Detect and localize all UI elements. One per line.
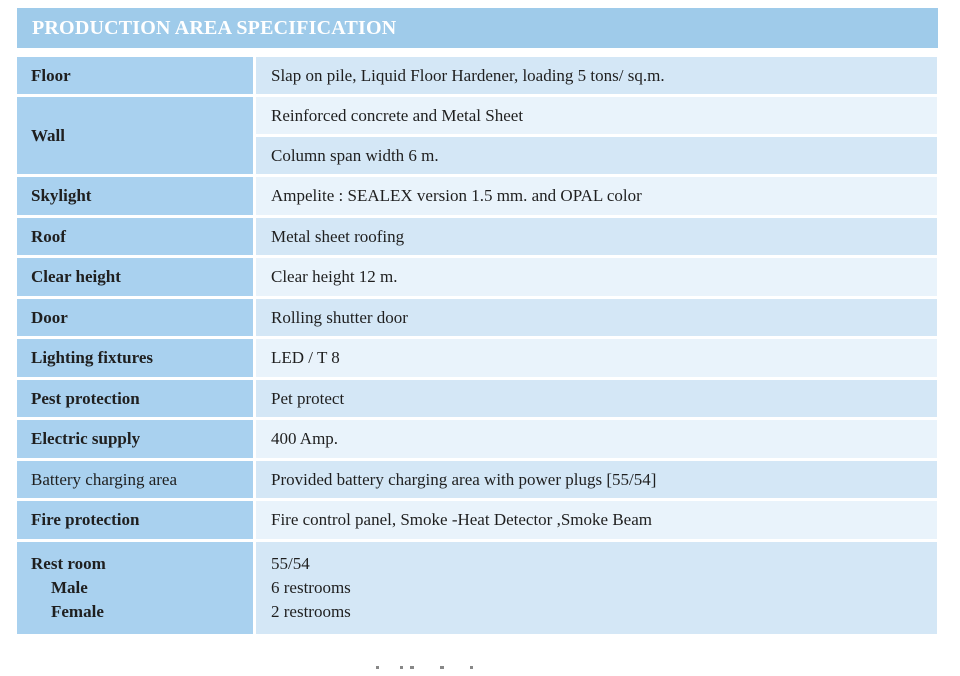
table-row-roof <box>16 217 939 257</box>
table-row-wall <box>16 96 939 136</box>
row-label: Roof <box>16 217 255 257</box>
restroom-female-label: Female <box>51 602 104 621</box>
restroom-male-label: Male <box>51 578 88 597</box>
row-value: Slap on pile, Liquid Floor Hardener, loading 5 tons/ sq.m. <box>255 56 939 96</box>
row-label: Clear height <box>16 257 255 298</box>
row-label: Electric supply <box>16 419 255 460</box>
row-value: Provided battery charging area with power plugs [55/54] <box>255 460 939 500</box>
restroom-value-male: 6 restrooms <box>271 578 351 597</box>
row-label <box>16 541 255 636</box>
table-row-fire <box>16 500 939 541</box>
table-row-clear-height <box>16 257 939 298</box>
row-value: Reinforced concrete and Metal Sheet <box>255 96 939 136</box>
row-label: Pest protection <box>16 379 255 419</box>
row-value: Rolling shutter door <box>255 298 939 338</box>
table-row-restroom <box>16 541 939 636</box>
row-value: 400 Amp. <box>255 419 939 460</box>
page-title: PRODUCTION AREA SPECIFICATION <box>32 16 397 39</box>
row-label: Door <box>16 298 255 338</box>
row-value: Fire control panel, Smoke -Heat Detector ,Smoke Beam <box>255 500 939 541</box>
row-value: Metal sheet roofing <box>255 217 939 257</box>
row-label: Floor <box>16 56 255 96</box>
table-row-floor <box>16 56 939 96</box>
row-value: Pet protect <box>255 379 939 419</box>
row-label: Lighting fixtures <box>16 338 255 379</box>
cropped-text-fragment <box>370 666 540 669</box>
table-row-lighting <box>16 338 939 379</box>
table-row-pest <box>16 379 939 419</box>
row-value: Column span width 6 m. <box>255 136 939 176</box>
restroom-label: Rest room <box>31 554 106 573</box>
spec-table <box>14 54 940 637</box>
table-row-door <box>16 298 939 338</box>
table-row-skylight <box>16 176 939 217</box>
title-bar <box>17 8 938 48</box>
row-label: Skylight <box>16 176 255 217</box>
row-label: Fire protection <box>16 500 255 541</box>
restroom-value-female: 2 restrooms <box>271 602 351 621</box>
table-row-electric <box>16 419 939 460</box>
row-value: Ampelite : SEALEX version 1.5 mm. and OPAL color <box>255 176 939 217</box>
row-label: Battery charging area <box>16 460 255 500</box>
row-value: Clear height 12 m. <box>255 257 939 298</box>
table-row-battery <box>16 460 939 500</box>
row-label: Wall <box>16 96 255 176</box>
restroom-value-total: 55/54 <box>271 554 310 573</box>
row-value: LED / T 8 <box>255 338 939 379</box>
row-value <box>255 541 939 636</box>
